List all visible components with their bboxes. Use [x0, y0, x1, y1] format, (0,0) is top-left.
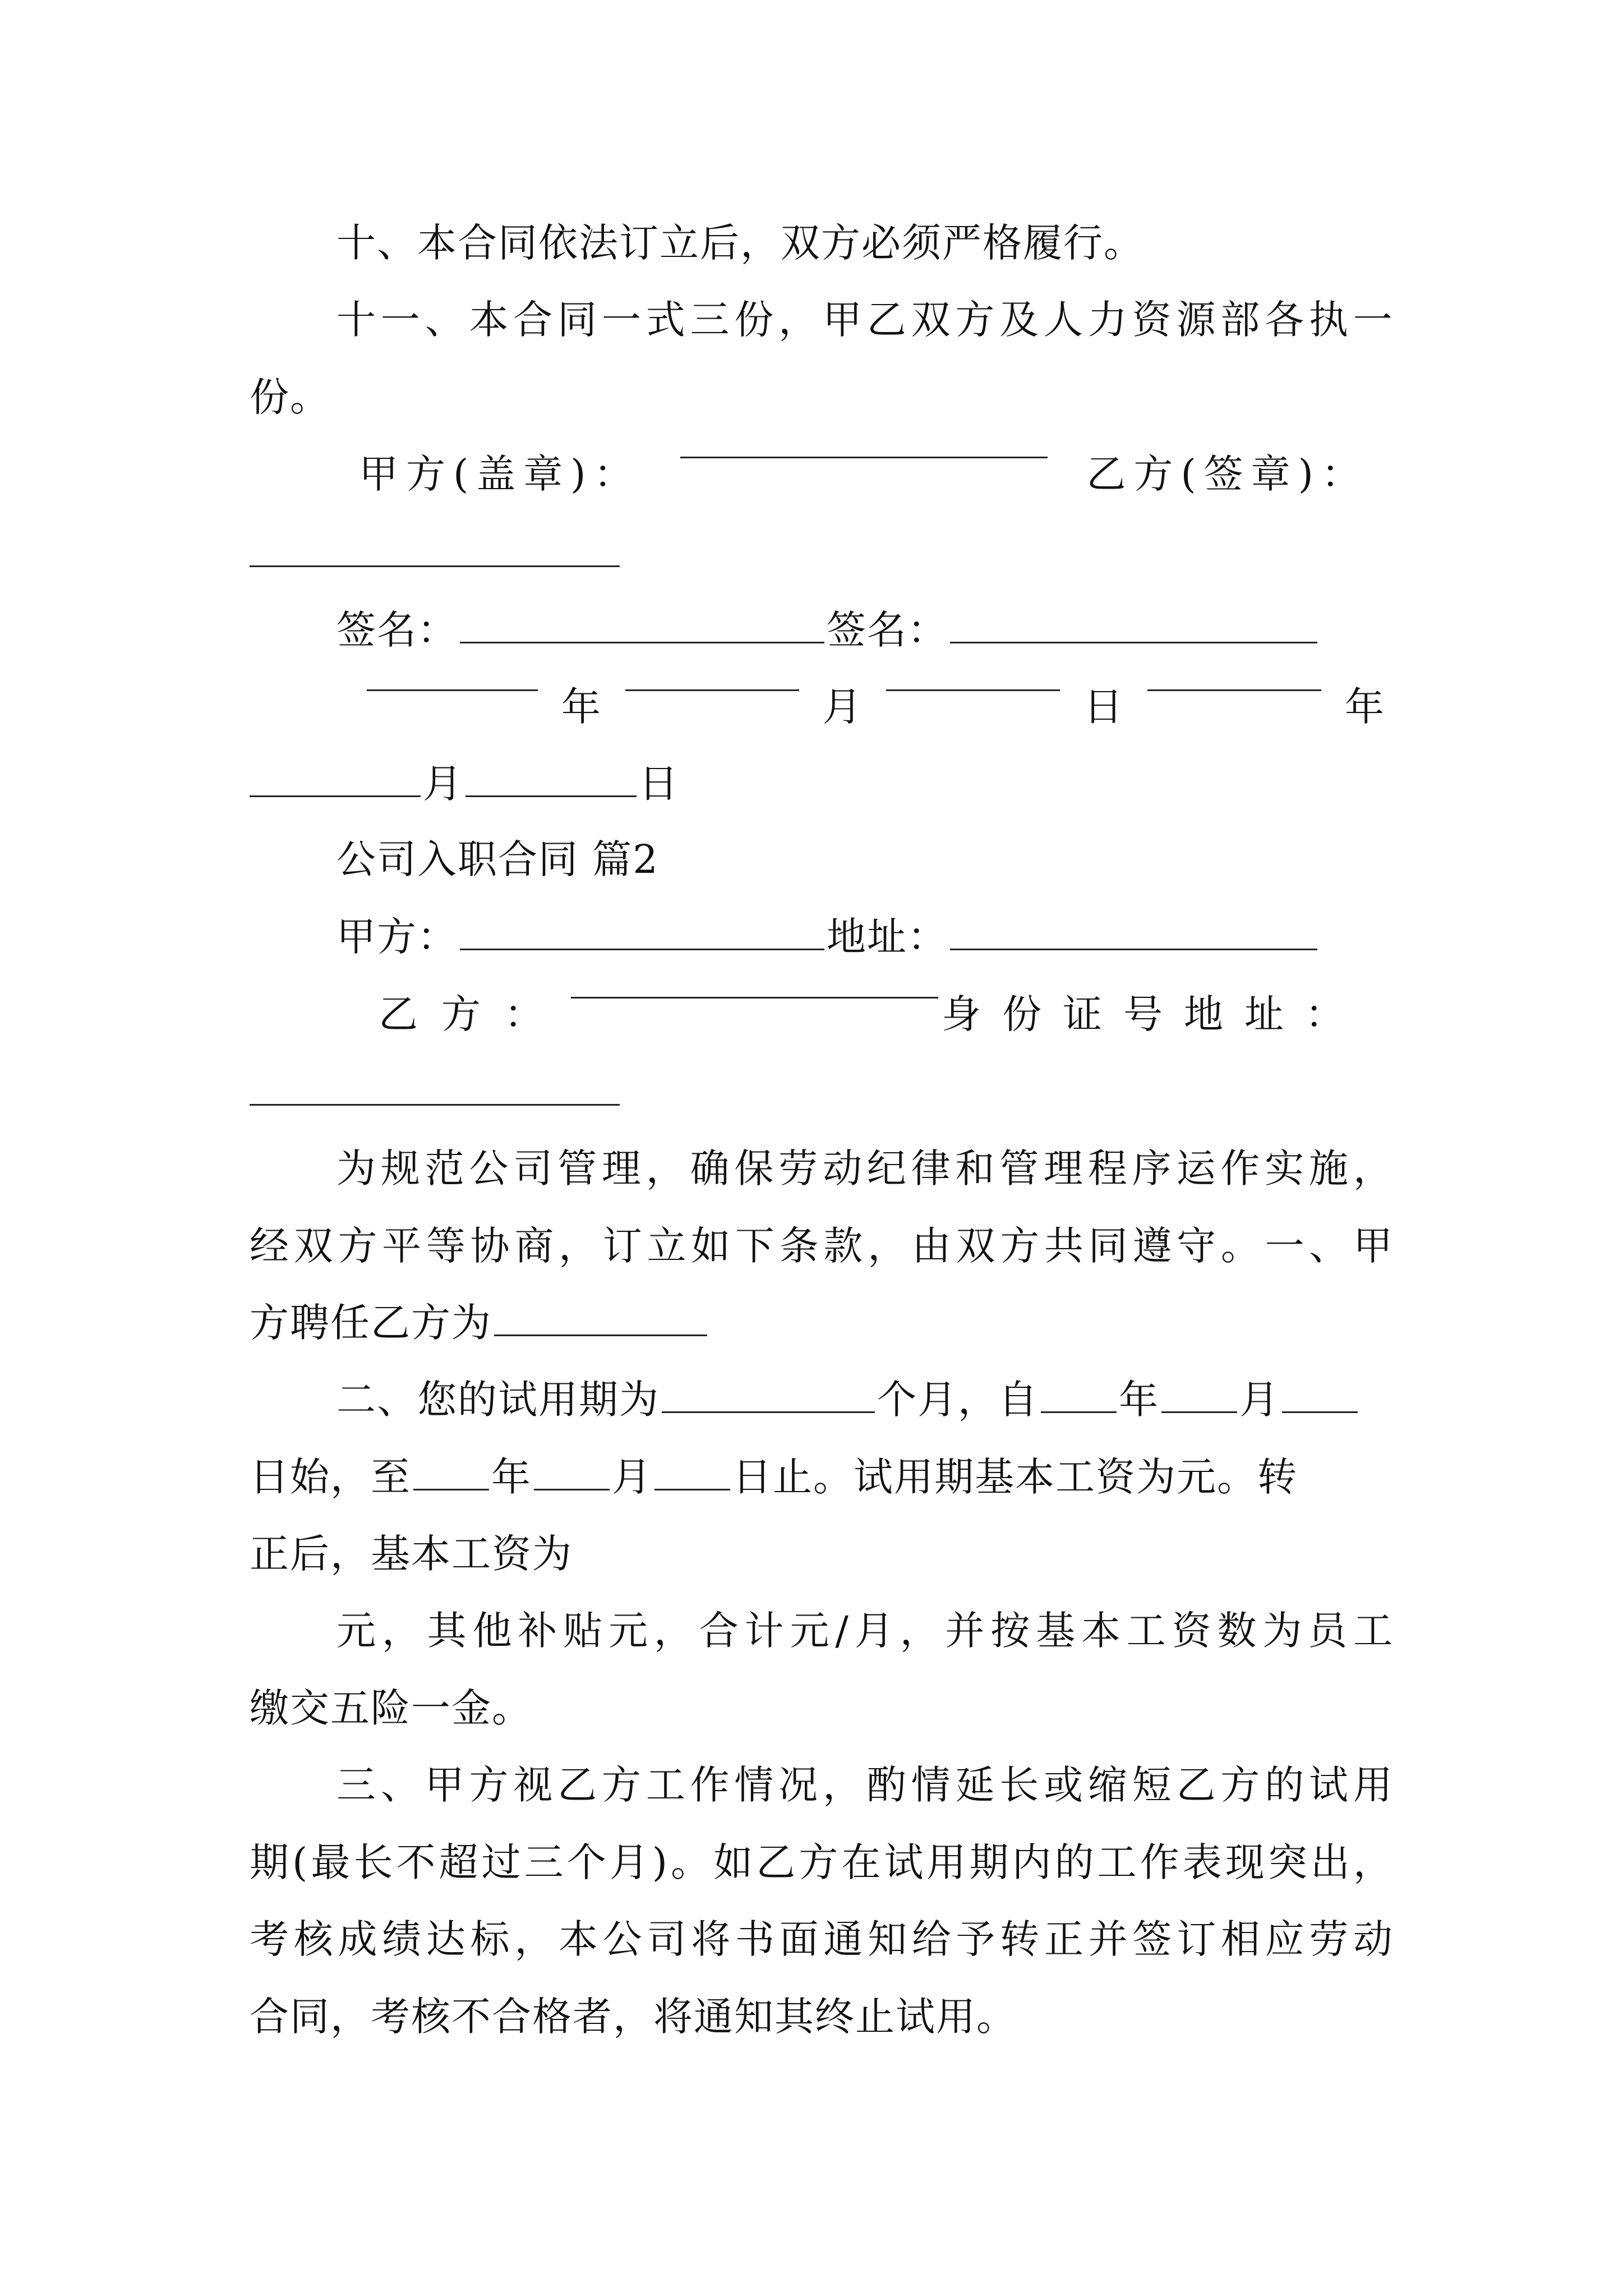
- clause-3-line3: 考 核 成 绩 达 标 ， 本 公 司 将 书 面 通 知 给 予 转 正 并 签 订 相 应 劳 动: [250, 1916, 1394, 1962]
- start-day-blank: [1282, 1409, 1358, 1413]
- allowance-line1: 元 ， 其 他 补 贴 元 ， 合 计 元 / 月 ， 并 按 基 本 工 资 数 为 员 工: [336, 1608, 1394, 1654]
- party-a-blank: [460, 946, 824, 950]
- signature-line: [336, 607, 1402, 653]
- date-a-day-blank: [886, 687, 1060, 691]
- party-a-label: 甲方：: [336, 914, 458, 960]
- end-year-blank: [413, 1487, 489, 1490]
- party-a-stamp-label: 甲方(盖章)：: [359, 451, 641, 497]
- intro-line1: 为 规 范 公 司 管 理 ， 确 保 劳 动 纪 律 和 管 理 程 序 运 作 实 施 ，: [336, 1145, 1394, 1191]
- sign-label-b: 签名：: [827, 607, 948, 653]
- intro-line2: 经 双 方 平 等 协 商 ， 订 立 如 下 条 款 ， 由 双 方 共 同 遵 守 。 一 、 甲: [250, 1223, 1394, 1269]
- party-b-line: [379, 991, 1366, 1037]
- stamp-line: [359, 451, 1368, 497]
- date-b-month: 月: [423, 761, 463, 807]
- probation-text-b: 个月，自: [877, 1377, 1039, 1423]
- clause-3-line1: 三 、 甲 方 视 乙 方 工 作 情 况 ， 酌 情 延 长 或 缩 短 乙 方 的 试 用: [336, 1762, 1394, 1808]
- probation-line3: 正后，基本工资为: [250, 1531, 573, 1577]
- date-line: [365, 684, 1385, 730]
- probation-text-d: 月: [1239, 1377, 1280, 1423]
- start-year-blank: [1041, 1409, 1117, 1413]
- section-heading: 公司入职合同 篇2: [336, 836, 659, 882]
- party-b-stamp-label: 乙方(签章)：: [1086, 451, 1368, 497]
- party-b-stamp-blank: [250, 565, 620, 567]
- id-address-label: 身份证号地址：: [942, 991, 1366, 1037]
- party-a-stamp-blank: [680, 454, 1048, 458]
- intro-line3-text: 方聘任乙方为: [250, 1300, 492, 1346]
- end-day-blank: [654, 1487, 730, 1490]
- date-a-day: 日: [1083, 684, 1124, 730]
- clause-11-line1: 十 一 、 本 合 同 一 式 三 份 ， 甲 乙 双 方 及 人 力 资 源 部 各 执 一: [336, 297, 1394, 343]
- clause-3-line4: 合同，考核不合格者，将通知其终止试用。: [250, 1994, 1017, 2040]
- date-a-year-blank: [367, 687, 538, 691]
- date-b-month-blank: [250, 793, 421, 797]
- probation-text-a: 二、您的试用期为: [336, 1377, 660, 1423]
- probation-text-c: 年: [1119, 1377, 1159, 1423]
- sign-blank-a: [460, 639, 824, 643]
- end-month-blank: [534, 1487, 610, 1490]
- probation-months-blank: [662, 1409, 875, 1413]
- probation-text-h: 日止。试用期基本工资为元。转: [732, 1454, 1298, 1500]
- party-a-line: [336, 914, 1402, 960]
- clause-3-line2: 期 ( 最 长 不 超 过 三 个 月 ) 。 如 乙 方 在 试 用 期 内 的 工 作 表 现 突 出 ，: [250, 1839, 1394, 1885]
- date-b-year-blank: [1147, 687, 1321, 691]
- party-b-label: 乙方：: [379, 991, 567, 1037]
- probation-line2: [250, 1454, 1394, 1500]
- date-a-month: 月: [822, 684, 863, 730]
- date-a-year: 年: [561, 684, 602, 730]
- address-label: 地址：: [827, 914, 948, 960]
- intro-line3: [250, 1300, 1394, 1346]
- date-b-day: 日: [639, 761, 679, 807]
- probation-text-e: 日始，至: [250, 1454, 411, 1500]
- date-line-2: [250, 761, 1394, 807]
- allowance-line2: 缴交五险一金。: [250, 1685, 532, 1731]
- start-month-blank: [1161, 1409, 1237, 1413]
- clause-10: 十、本合同依法订立后，双方必须严格履行。: [336, 220, 1144, 266]
- date-a-month-blank: [625, 687, 799, 691]
- date-b-year: 年: [1344, 684, 1385, 730]
- sign-blank-b: [950, 639, 1317, 643]
- probation-line1: [336, 1377, 1394, 1423]
- position-blank: [494, 1332, 707, 1336]
- date-b-day-blank: [465, 793, 637, 797]
- id-address-blank: [250, 1104, 620, 1106]
- sign-label-a: 签名：: [336, 607, 458, 653]
- party-b-blank: [571, 995, 938, 999]
- probation-text-g: 月: [612, 1454, 652, 1500]
- address-blank: [950, 946, 1317, 950]
- probation-text-f: 年: [491, 1454, 532, 1500]
- clause-11-line2: 份。: [250, 374, 330, 420]
